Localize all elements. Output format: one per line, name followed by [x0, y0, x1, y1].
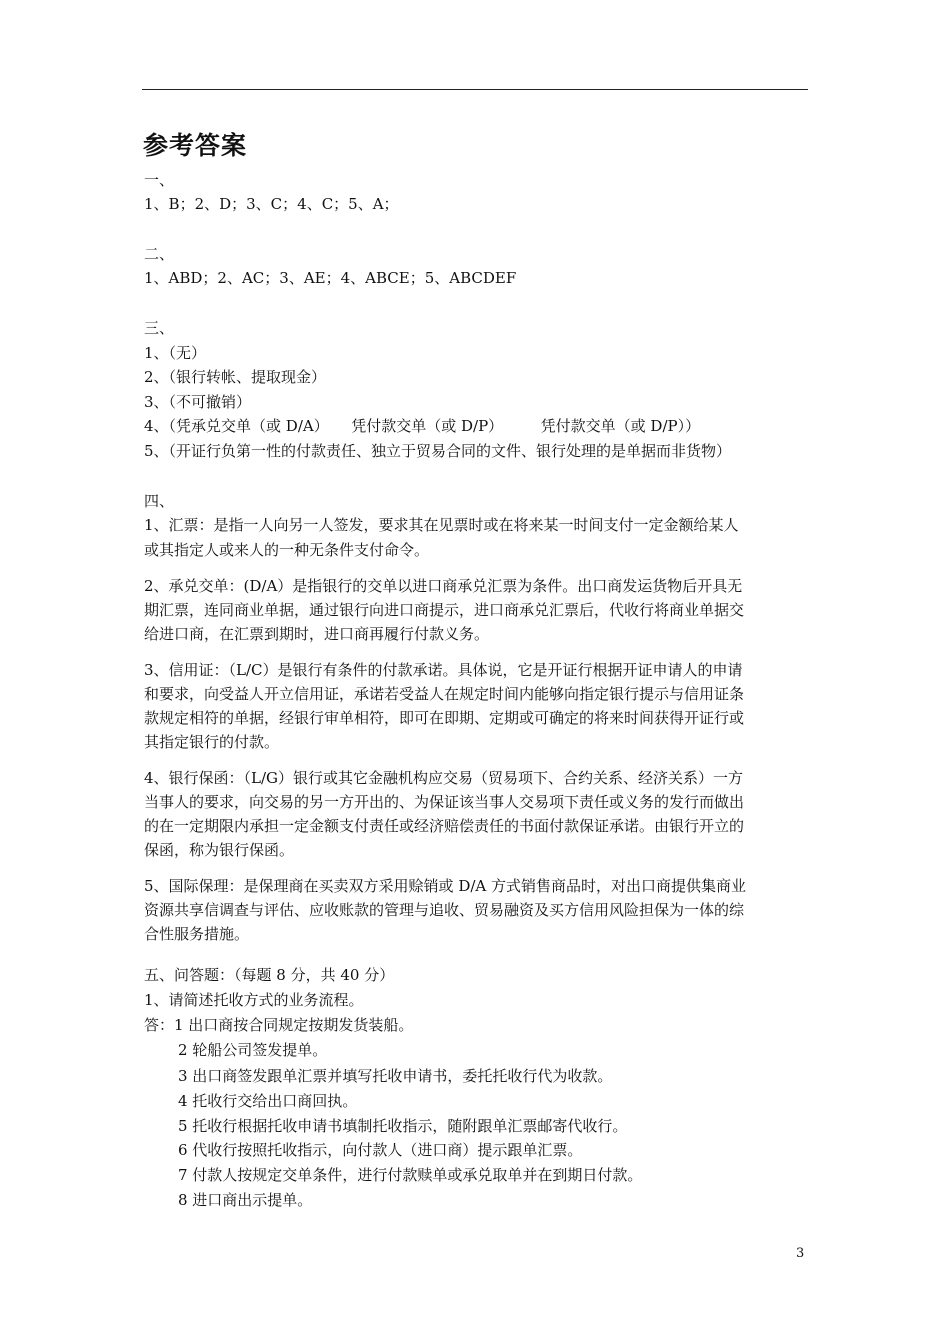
definition-2-line-2: 期汇票，连同商业单据，通过银行向进口商提示，进口商承兑汇票后，代收行将商业单据交: [144, 601, 745, 619]
section-3-heading: 三、: [144, 319, 175, 337]
section-3-line-4: 4、（凭承兑交单（或 D/A） 凭付款交单（或 D/P） 凭付款交单（或 D/P））: [144, 417, 701, 435]
answer-step-1: 答：1 出口商按合同规定按期发货装船。: [144, 1016, 414, 1034]
section-3-line-5: 5、（开证行负第一性的付款责任、独立于贸易合同的文件、银行处理的是单据而非货物）: [144, 442, 732, 460]
definition-2-line-3: 给进口商，在汇票到期时，进口商再履行付款义务。: [144, 625, 490, 643]
page-title: 参考答案: [143, 131, 248, 160]
section-1-answers: 1、B；2、D；3、C；4、C；5、A；: [144, 195, 399, 213]
section-2-heading: 二、: [144, 245, 175, 263]
definition-4-line-2: 当事人的要求，向交易的另一方开出的、为保证该当事人交易项下责任或义务的发行而做出: [144, 793, 745, 811]
definition-3-line-4: 其指定银行的付款。: [144, 733, 280, 751]
definition-2-line-1: 2、承兑交单：(D/A）是指银行的交单以进口商承兑汇票为条件。出口商发运货物后开具无: [144, 577, 743, 595]
definition-3-line-1: 3、信用证：（L/C）是银行有条件的付款承诺。具体说，它是开证行根据开证申请人的申请: [144, 661, 743, 679]
header-rule: [142, 89, 808, 90]
answer-step-4: 4 托收行交给出口商回执。: [178, 1092, 358, 1110]
definition-4-line-4: 保函，称为银行保函。: [144, 841, 295, 859]
definition-5-line-1: 5、国际保理：是保理商在买卖双方采用赊销或 D/A 方式销售商品时，对出口商提供集商业: [144, 877, 746, 895]
section-3-line-3: 3、（不可撤销）: [144, 393, 252, 411]
answer-step-3: 3 出口商签发跟单汇票并填写托收申请书，委托托收行代为收款。: [178, 1067, 613, 1085]
definition-1-line-2: 或其指定人或来人的一种无条件支付命令。: [144, 541, 430, 559]
section-3-line-2: 2、（银行转帐、提取现金）: [144, 368, 327, 386]
section-2-answers: 1、ABD；2、AC；3、AE；4、ABCE；5、ABCDEF: [144, 269, 517, 287]
answer-step-5: 5 托收行根据托收申请书填制托收指示，随附跟单汇票邮寄代收行。: [178, 1117, 628, 1135]
answer-step-7: 7 付款人按规定交单条件，进行付款赎单或承兑取单并在到期日付款。: [178, 1166, 643, 1184]
definition-4-line-3: 的在一定期限内承担一定金额支付责任或经济赔偿责任的书面付款保证承诺。由银行开立的: [144, 817, 745, 835]
question-1: 1、请简述托收方式的业务流程。: [144, 991, 364, 1009]
definition-5-line-2: 资源共享信调查与评估、应收账款的管理与追收、贸易融资及买方信用风险担保为一体的综: [144, 901, 745, 919]
definition-3-line-2: 和要求，向受益人开立信用证，承诺若受益人在规定时间内能够向指定银行提示与信用证条: [144, 685, 745, 703]
section-1-heading: 一、: [144, 171, 175, 189]
section-3-line-1: 1、（无）: [144, 344, 207, 362]
section-5-heading: 五、问答题：（每题 8 分，共 40 分）: [144, 966, 395, 984]
definition-3-line-3: 款规定相符的单据，经银行审单相符，即可在即期、定期或可确定的将来时间获得开证行或: [144, 709, 745, 727]
page-number: 3: [796, 1246, 805, 1261]
definition-1-line-1: 1、汇票：是指一人向另一人签发，要求其在见票时或在将来某一时间支付一定金额给某人: [144, 516, 739, 534]
answer-step-8: 8 进口商出示提单。: [178, 1191, 313, 1209]
section-4-heading: 四、: [144, 492, 175, 510]
definition-4-line-1: 4、银行保函：（L/G）银行或其它金融机构应交易（贸易项下、合约关系、经济关系）一方: [144, 769, 744, 787]
definition-5-line-3: 合性服务措施。: [144, 925, 250, 943]
answer-step-2: 2 轮船公司签发提单。: [178, 1041, 328, 1059]
answer-step-6: 6 代收行按照托收指示，向付款人（进口商）提示跟单汇票。: [178, 1141, 583, 1159]
